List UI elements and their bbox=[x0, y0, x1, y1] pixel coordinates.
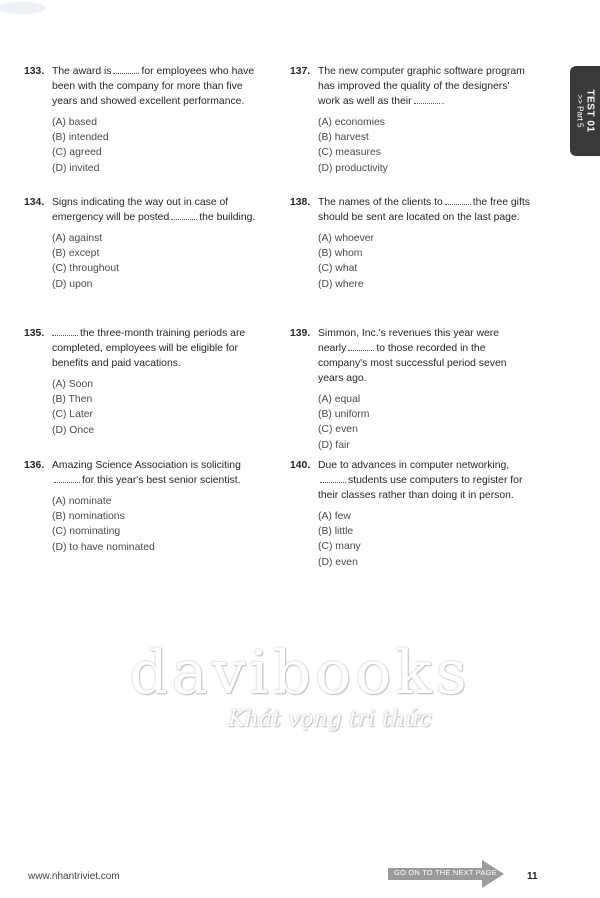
question-stem bbox=[52, 326, 264, 371]
watermark-tagline: Khát vọng tri thức bbox=[228, 707, 432, 732]
question-stem bbox=[52, 458, 264, 488]
watermark-title: davibooks bbox=[129, 638, 471, 708]
stem-text-before: Simmon, Inc.'s revenues this year were nearly bbox=[318, 328, 500, 354]
stem-text-after: . bbox=[441, 96, 445, 107]
option-c[interactable]: (C) even bbox=[318, 424, 358, 436]
question-stem bbox=[318, 326, 530, 386]
stem-text-before: The new computer graphic software program has improved the quality of the designers' work as well as their bbox=[318, 66, 525, 107]
question-number: 136. bbox=[24, 460, 45, 471]
option-b[interactable]: (B) uniform bbox=[318, 409, 370, 421]
question-136 bbox=[24, 458, 264, 571]
options-list bbox=[52, 231, 264, 292]
stem-text-after: the building. bbox=[199, 212, 256, 223]
question-number: 139. bbox=[290, 328, 311, 339]
question-stem bbox=[318, 195, 530, 225]
options-list bbox=[52, 115, 264, 176]
question-number: 140. bbox=[290, 460, 311, 471]
option-b[interactable]: (B) little bbox=[318, 526, 354, 538]
option-b[interactable]: (B) Then bbox=[52, 394, 93, 406]
option-a[interactable]: (A) equal bbox=[318, 394, 361, 405]
option-d[interactable]: (D) Once bbox=[52, 424, 95, 436]
question-139 bbox=[290, 326, 530, 469]
option-c[interactable]: (C) throughout bbox=[52, 263, 119, 275]
answer-blank bbox=[320, 473, 346, 483]
option-a[interactable]: (A) Soon bbox=[52, 379, 94, 390]
stem-text-before: Due to advances in computer networking, bbox=[318, 460, 510, 471]
option-c[interactable]: (C) Later bbox=[52, 409, 93, 421]
question-stem bbox=[52, 195, 264, 225]
answer-blank bbox=[414, 94, 440, 104]
question-stem bbox=[52, 64, 264, 109]
stem-text-after: students use computers to register for their classes rather than doing it in person. bbox=[318, 475, 523, 501]
option-c[interactable]: (C) nominating bbox=[52, 526, 121, 538]
options-list bbox=[318, 115, 530, 176]
answer-blank bbox=[54, 473, 80, 483]
stem-text-after: to those recorded in the company's most successful period seven years ago. bbox=[318, 343, 507, 384]
question-stem bbox=[318, 64, 530, 109]
option-b[interactable]: (B) nominations bbox=[52, 511, 125, 523]
question-138 bbox=[290, 195, 530, 308]
stem-text-before: The award is bbox=[52, 66, 112, 77]
stem-text-after: the three-month training periods are completed, employees will be eligible for benefits and paid vacations. bbox=[52, 328, 246, 369]
question-number: 137. bbox=[290, 66, 311, 77]
stem-text-after: the free gifts should be sent are located on the last page. bbox=[318, 197, 530, 223]
question-number: 134. bbox=[24, 197, 45, 208]
question-stem bbox=[318, 458, 530, 503]
option-c[interactable]: (C) what bbox=[318, 263, 358, 275]
option-d[interactable]: (D) where bbox=[318, 278, 364, 290]
option-a[interactable]: (A) economies bbox=[318, 117, 385, 128]
options-list bbox=[318, 231, 530, 292]
stem-text-before: Amazing Science Association is soliciting bbox=[52, 460, 241, 471]
question-137 bbox=[290, 64, 530, 192]
option-c[interactable]: (C) measures bbox=[318, 147, 381, 159]
page-number: 11 bbox=[527, 871, 538, 882]
question-134 bbox=[24, 195, 264, 308]
option-c[interactable]: (C) many bbox=[318, 541, 361, 553]
side-tab-part: >> Part 5 bbox=[575, 94, 585, 128]
options-list bbox=[318, 392, 530, 453]
option-b[interactable]: (B) harvest bbox=[318, 132, 369, 144]
options-list bbox=[52, 377, 264, 438]
scan-smudge bbox=[0, 0, 60, 22]
option-a[interactable]: (A) against bbox=[52, 233, 103, 244]
options-list bbox=[318, 509, 530, 570]
side-tab-test: TEST 01 bbox=[584, 89, 596, 133]
options-list bbox=[52, 494, 264, 555]
option-a[interactable]: (A) whoever bbox=[318, 233, 375, 244]
question-number: 138. bbox=[290, 197, 311, 208]
option-d[interactable]: (D) invited bbox=[52, 162, 100, 174]
question-140 bbox=[290, 458, 530, 586]
question-number: 135. bbox=[24, 328, 45, 339]
option-a[interactable]: (A) nominate bbox=[52, 496, 112, 507]
option-d[interactable]: (D) fair bbox=[318, 439, 350, 451]
watermark bbox=[0, 640, 600, 734]
answer-blank bbox=[348, 341, 374, 351]
option-d[interactable]: (D) even bbox=[318, 556, 358, 568]
stem-text-after: for this year's best senior scientist. bbox=[82, 475, 241, 486]
answer-blank bbox=[171, 210, 197, 220]
option-d[interactable]: (D) upon bbox=[52, 278, 93, 290]
option-a[interactable]: (A) few bbox=[318, 511, 351, 522]
answer-blank bbox=[113, 64, 139, 74]
stem-text-after: for employees who have been with the company for more than five years and showed excellent performance. bbox=[52, 66, 255, 107]
option-b[interactable]: (B) except bbox=[52, 248, 100, 260]
option-b[interactable]: (B) whom bbox=[318, 248, 363, 260]
stem-text-before: Signs indicating the way out in case of emergency will be posted bbox=[52, 197, 229, 223]
option-c[interactable]: (C) agreed bbox=[52, 147, 102, 159]
footer-url: www.nhantriviet.com bbox=[28, 871, 120, 882]
side-tab-label bbox=[575, 90, 596, 133]
next-page-label: GO ON TO THE NEXT PAGE bbox=[394, 868, 497, 877]
question-135 bbox=[24, 326, 264, 454]
option-a[interactable]: (A) based bbox=[52, 117, 98, 128]
question-number: 133. bbox=[24, 66, 45, 77]
option-b[interactable]: (B) intended bbox=[52, 132, 109, 144]
stem-text-before: The names of the clients to bbox=[318, 197, 443, 208]
question-133 bbox=[24, 64, 264, 192]
option-d[interactable]: (D) to have nominated bbox=[52, 541, 155, 553]
section-side-tab bbox=[570, 66, 600, 156]
next-page-button[interactable] bbox=[388, 860, 506, 888]
answer-blank bbox=[52, 326, 78, 336]
answer-blank bbox=[445, 195, 471, 205]
option-d[interactable]: (D) productivity bbox=[318, 162, 388, 174]
